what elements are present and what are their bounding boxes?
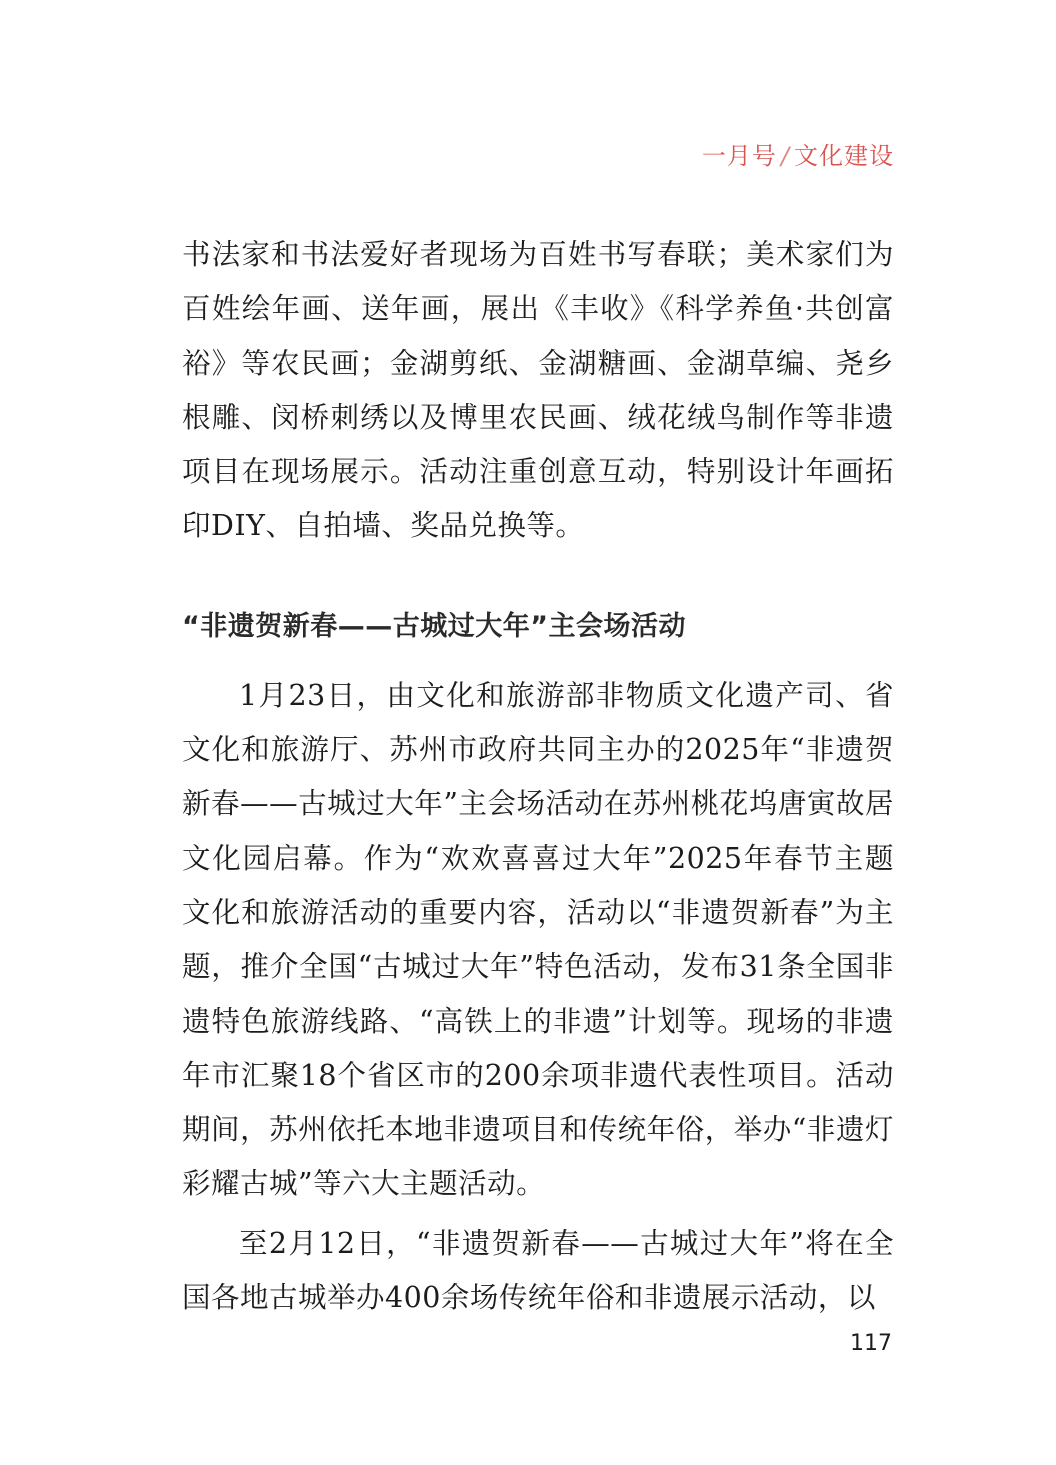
running-header (702, 136, 894, 171)
paragraph-schedule: 至2月12日，“非遗贺新春——古城过大年”将在全国各地古城举办400余场传统年俗和非遗展示活动，以 (182, 1226, 894, 1315)
paragraph-continued: 书法家和书法爱好者现场为百姓书写春联；美术家们为百姓绘年画、送年画，展出《丰收》《科学养鱼·共创富裕》等农民画；金湖剪纸、金湖糖画、金湖草编、尧乡根雕、闵桥刺绣以及博里农民画、绒花绒鸟制作等非遗项目在现场展示。活动注重创意互动，特别设计年画拓印DIY、自拍墙、奖品兑换等。 (182, 238, 894, 543)
section-label: 文化建设 (794, 142, 894, 170)
issue-label: 一月号 (701, 142, 777, 170)
page-number: 117 (850, 1331, 892, 1356)
article-body (182, 228, 894, 1325)
paragraph-main-event: 1月23日，由文化和旅游部非物质文化遗产司、省文化和旅游厅、苏州市政府共同主办的2025年“非遗贺新春——古城过大年”主会场活动在苏州桃花坞唐寅故居文化园启幕。作为“欢欢喜喜过大年”2025年春节主题文化和旅游活动的重要内容，活动以“非遗贺新春”为主题，推介全国“古城过大年”特色活动，发布31条全国非遗特色旅游线路、“高铁上的非遗”计划等。现场的非遗年市汇聚18个省区市的200余项非遗代表性项目。活动期间，苏州依托本地非遗项目和传统年俗，举办“非遗灯彩耀古城”等六大主题活动。 (182, 678, 894, 1201)
header-separator: / (780, 142, 790, 170)
section-heading: “非遗贺新春——古城过大年”主会场活动 (182, 610, 686, 642)
